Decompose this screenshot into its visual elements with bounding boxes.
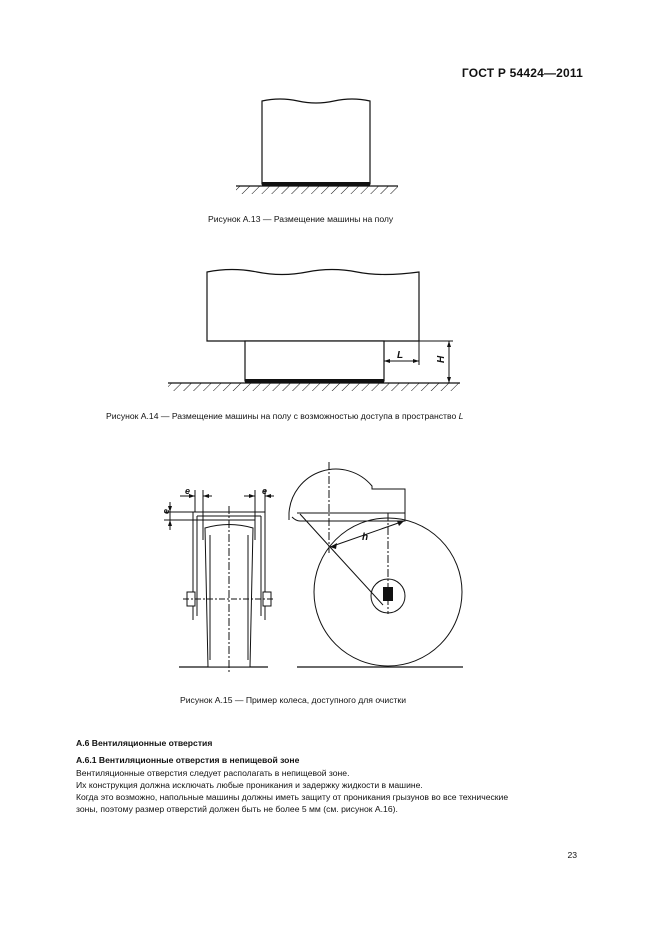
a15-label-e1: e: [185, 486, 191, 496]
a14-label-h: H: [436, 355, 447, 363]
page-number: 23: [567, 850, 577, 860]
a14-caption-text: Рисунок А.14 — Размещение машины на полу с возможностью доступа в пространство: [106, 411, 459, 421]
figure-a15-caption: Рисунок А.15 — Пример колеса, доступного для очистки: [180, 695, 406, 705]
paragraph-3-line-1: Когда это возможно, напольные машины должны иметь защиту от проникания грызунов во все технические: [76, 792, 509, 802]
paragraph-1: Вентиляционные отверстия следует располагать в непищевой зоне.: [76, 768, 350, 778]
a15-label-h: h: [362, 532, 369, 543]
figure-a13-caption: Рисунок А.13 — Размещение машины на полу: [208, 214, 394, 224]
a14-caption-var: L: [458, 411, 464, 421]
a14-label-l: L: [397, 350, 404, 361]
a15-label-e2: e: [262, 486, 268, 496]
a15-front-view: [164, 490, 275, 672]
a15-axle: [383, 587, 393, 601]
section-a61-title: А.6.1 Вентиляционные отверстия в непищевой зоне: [76, 755, 300, 765]
paragraph-3-line-2: зоны, поэтому размер отверстий должен быть не более 5 мм (см. рисунок А.16).: [76, 804, 398, 814]
a15-side-view: [289, 462, 463, 667]
paragraph-2: Их конструкция должна исключать любые проникания и задержку жидкости в машине.: [76, 780, 423, 790]
section-a6-title: А.6 Вентиляционные отверстия: [76, 738, 213, 748]
a15-label-e3: e: [161, 508, 171, 514]
document-header: ГОСТ Р 54424—2011: [461, 66, 583, 80]
